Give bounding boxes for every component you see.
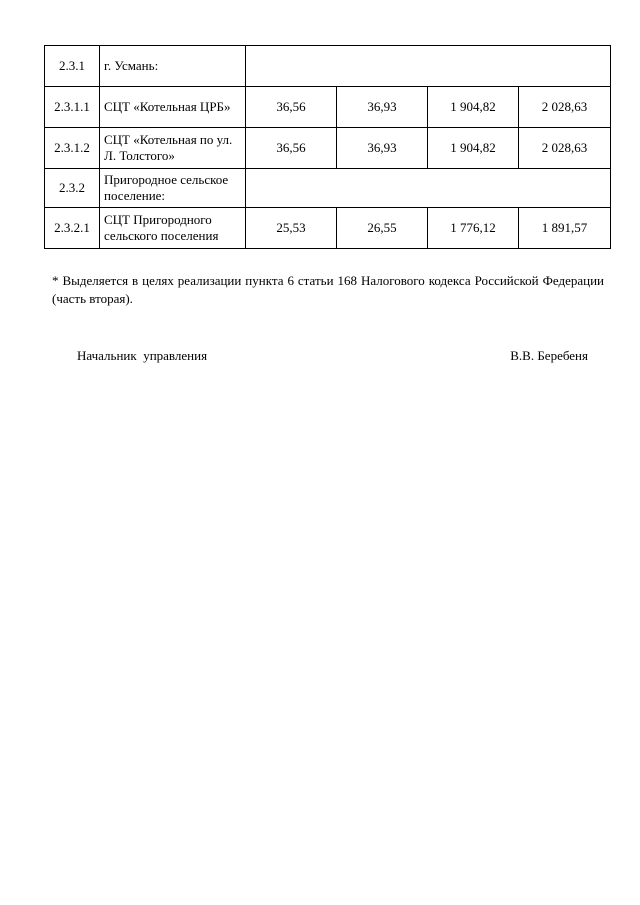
signature-position: Начальник управления	[77, 348, 208, 363]
value-cell: 2 028,63	[519, 128, 611, 169]
value-cell: 36,93	[337, 87, 428, 128]
footnote: * Выделяется в целях реализации пункта 6 статьи 168 Налогового кодекса Российской Федерации (часть вторая).	[52, 273, 604, 306]
value-cell: 2 028,63	[519, 87, 611, 128]
value-cell: 26,55	[337, 208, 428, 249]
value-cell: 36,56	[246, 87, 337, 128]
value-cell: 1 776,12	[428, 208, 519, 249]
row-number: 2.3.2	[45, 169, 100, 208]
value-cell: 25,53	[246, 208, 337, 249]
empty-merged-cell	[246, 46, 611, 87]
signature-name: В.В. Беребеня	[510, 348, 588, 363]
tariff-table	[44, 45, 611, 249]
row-name: СЦТ «Котельная по ул. Л. Толстого»	[100, 128, 246, 169]
table-row	[45, 169, 611, 208]
row-name: СЦТ Пригородного сельского поселения	[100, 208, 246, 249]
row-name: Пригородное сельское поселение:	[100, 169, 246, 208]
row-number: 2.3.1.2	[45, 128, 100, 169]
table-row	[45, 208, 611, 249]
value-cell: 1 904,82	[428, 87, 519, 128]
row-number: 2.3.1.1	[45, 87, 100, 128]
value-cell: 36,93	[337, 128, 428, 169]
value-cell: 1 904,82	[428, 128, 519, 169]
value-cell: 1 891,57	[519, 208, 611, 249]
empty-merged-cell	[246, 169, 611, 208]
value-cell: 36,56	[246, 128, 337, 169]
row-name: СЦТ «Котельная ЦРБ»	[100, 87, 246, 128]
row-number: 2.3.1	[45, 46, 100, 87]
table-row	[45, 128, 611, 169]
row-number: 2.3.2.1	[45, 208, 100, 249]
table-row	[45, 87, 611, 128]
table-row	[45, 46, 611, 87]
row-name: г. Усмань:	[100, 46, 246, 87]
